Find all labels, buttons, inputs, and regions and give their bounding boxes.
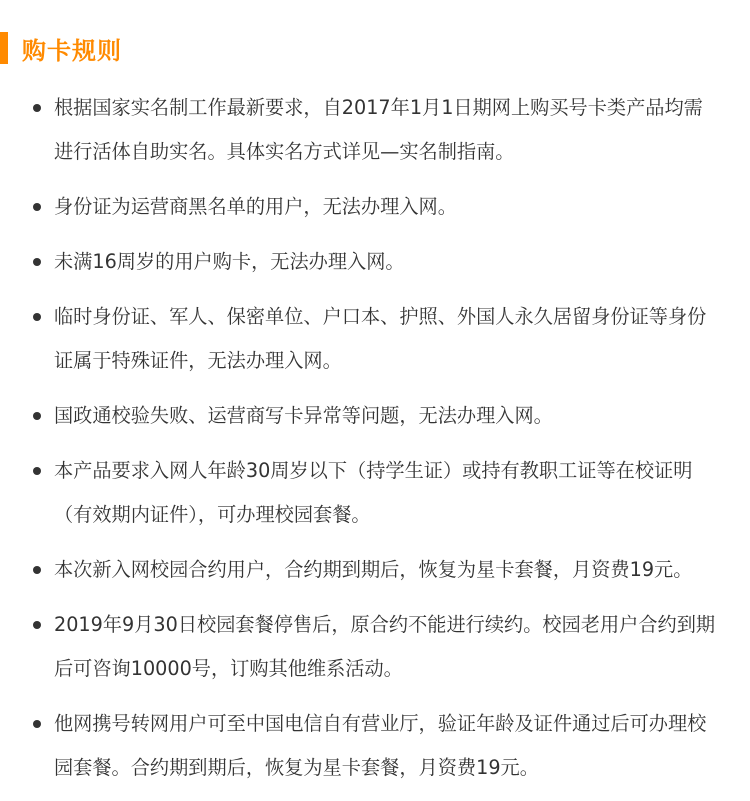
- rule-text: 本产品要求入网人年龄30周岁以下（持学生证）或持有教职工证等在校证明（有效期内证件），可办理校园套餐。: [54, 459, 693, 526]
- bullet-dot: [33, 467, 41, 475]
- rule-text: 根据国家实名制工作最新要求，自2017年1月1日期网上购买号卡类产品均需进行活体自助实名。具体实名方式详见—实名制指南。: [54, 96, 703, 163]
- rule-text: 临时身份证、军人、保密单位、户口本、护照、外国人永久居留身份证等身份证属于特殊证件，无法办理入网。: [54, 305, 707, 372]
- rule-text: 未满16周岁的用户购卡，无法办理入网。: [54, 250, 405, 273]
- rule-item: [28, 548, 718, 592]
- section-header: [0, 30, 122, 66]
- rule-item: [28, 702, 718, 790]
- rule-item: [28, 295, 718, 383]
- rule-item: [28, 449, 718, 537]
- rule-text: 2019年9月30日校园套餐停售后，原合约不能进行续约。校园老用户合约到期后可咨询10000号，订购其他维系活动。: [54, 613, 716, 680]
- rule-item: [28, 240, 718, 284]
- rule-item: [28, 603, 718, 691]
- bullet-dot: [33, 203, 41, 211]
- bullet-dot: [33, 566, 41, 574]
- rules-list: [28, 86, 718, 801]
- rule-item: [28, 394, 718, 438]
- bullet-dot: [33, 720, 41, 728]
- rule-text: 他网携号转网用户可至中国电信自有营业厅，验证年龄及证件通过后可办理校园套餐。合约期到期后，恢复为星卡套餐，月资费19元。: [54, 712, 707, 779]
- rule-text: 身份证为运营商黑名单的用户，无法办理入网。: [54, 195, 457, 218]
- bullet-dot: [33, 258, 41, 266]
- rule-text: 国政通校验失败、运营商写卡异常等问题，无法办理入网。: [54, 404, 553, 427]
- rule-text: 本次新入网校园合约用户，合约期到期后，恢复为星卡套餐，月资费19元。: [54, 558, 693, 581]
- accent-bar: [0, 32, 8, 64]
- bullet-dot: [33, 313, 41, 321]
- bullet-dot: [33, 412, 41, 420]
- bullet-dot: [33, 621, 41, 629]
- rule-item: [28, 86, 718, 174]
- bullet-dot: [33, 104, 41, 112]
- rule-item: [28, 185, 718, 229]
- section-title: 购卡规则: [22, 36, 122, 65]
